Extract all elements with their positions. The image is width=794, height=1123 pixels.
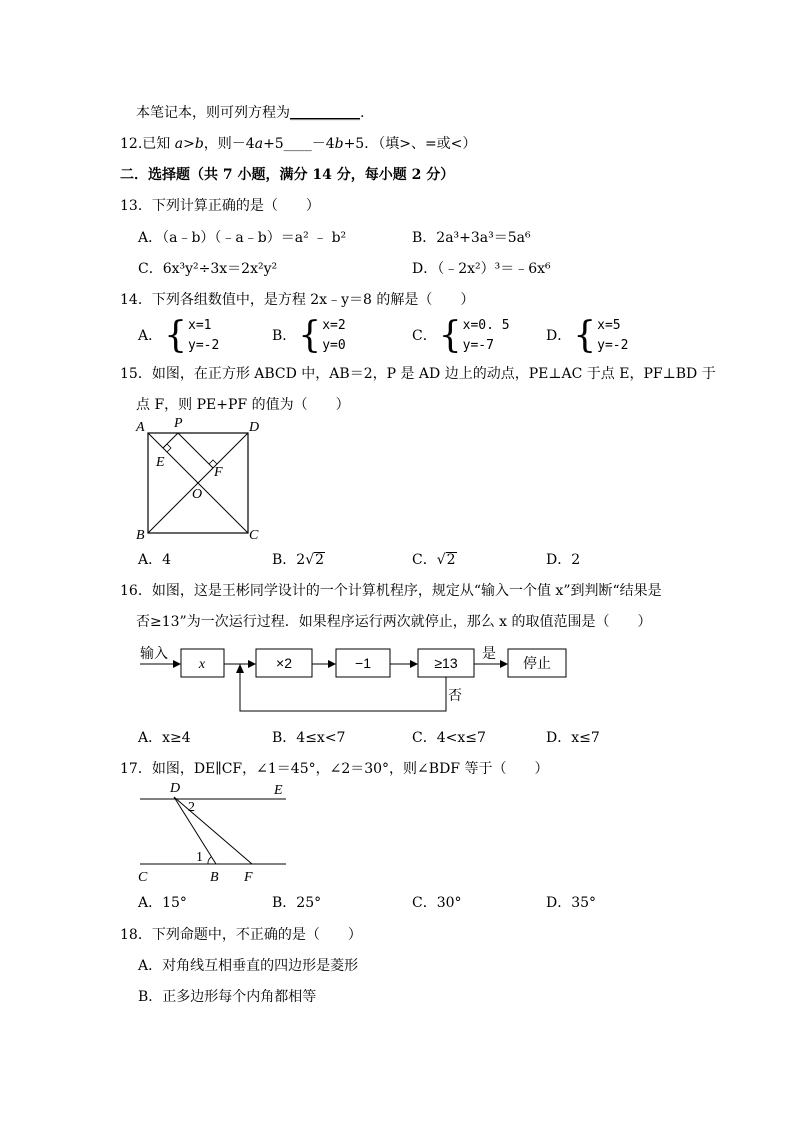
q14-c-eq1: x=0. 5 (462, 318, 510, 333)
q17-option-c: C．30° (412, 895, 462, 911)
q17-option-d: D．35° (546, 895, 597, 911)
flow-input-label: 输入 (140, 645, 168, 661)
q14-option-d (546, 316, 628, 356)
q14-a-label: A． (138, 328, 163, 344)
q14-d-eq1: x=5 (597, 318, 621, 333)
q14-option-b (272, 316, 346, 356)
q13-stem: 13．下列计算正确的是（ ） (120, 198, 320, 214)
label-d: D (170, 781, 181, 796)
label-f: F (214, 465, 223, 480)
segment-pf (178, 433, 213, 468)
segment-pe (163, 433, 178, 448)
q13-option-b: B．2a³+3a³＝5a⁶ (412, 230, 531, 246)
q11-end: . (360, 105, 365, 121)
q16-flowchart (136, 640, 576, 716)
q12-part1: +5____－4 (263, 136, 335, 152)
q15-stem-line1: 15．如图，在正方形 ABCD 中，AB＝2，P 是 AD 边上的动点，PE⊥AC 于点 E，PF⊥BD 于 (120, 366, 716, 382)
flow-no-label: 否 (448, 687, 462, 703)
q14-c-eq2: y=-7 (462, 338, 494, 353)
label-f: F (244, 870, 253, 885)
q12-mid: ，则－4 (203, 136, 255, 152)
brace-icon: { (164, 315, 188, 356)
flow-ge13-label: ≥13 (434, 655, 458, 671)
q14-d-eq2: y=-2 (597, 338, 629, 353)
q14-d-label: D． (546, 328, 572, 344)
q14-b-eq1: x=2 (322, 318, 346, 333)
q14-a-eq1: x=1 (188, 318, 212, 333)
q11-blank: __________ (290, 105, 360, 121)
label-angle-2: 2 (188, 800, 195, 815)
q12-var-b: b (194, 136, 204, 152)
q14-b-eq2: y=0 (322, 338, 346, 353)
q12-gt: > (183, 136, 195, 152)
label-e: E (156, 455, 165, 470)
label-p: P (174, 416, 183, 431)
label-e: E (274, 783, 283, 798)
brace-icon: { (298, 315, 322, 356)
segment-df (174, 797, 252, 864)
section-title: 二．选择题（共 7 小题，满分 14 分，每小题 2 分） (120, 167, 455, 183)
q12-var-b2: b (334, 136, 344, 152)
loop-line (240, 664, 446, 711)
flow-yes-label: 是 (482, 645, 496, 661)
q17-stem: 17．如图，DE∥CF，∠1＝45°，∠2＝30°，则∠BDF 等于（ ） (120, 761, 549, 777)
loop-arrow-icon (236, 664, 244, 673)
label-angle-1: 1 (196, 850, 203, 865)
right-angle-f (209, 460, 217, 464)
q14-a-eq2: y=-2 (188, 338, 220, 353)
label-c: C (138, 870, 148, 885)
q16-option-a: A．x≥4 (138, 730, 191, 746)
label-c: C (249, 528, 259, 543)
q17-option-a: A．15° (138, 895, 187, 911)
brace-icon: { (573, 315, 597, 356)
q12-var-a2: a (254, 136, 264, 152)
q16-option-b: B．4≤x<7 (272, 730, 346, 746)
q15-stem-line2: 点 F，则 PE+PF 的值为（ ） (136, 397, 350, 413)
q11-text: 本笔记本，则可列方程为 (136, 105, 290, 121)
label-b: B (136, 528, 145, 543)
q15-option-d: D．2 (546, 552, 581, 568)
flow-stop-label: 停止 (523, 655, 551, 671)
q15-square-figure (130, 412, 270, 544)
q15-option-a: A．4 (138, 552, 172, 568)
q12-pre: 已知 (142, 136, 175, 152)
q14-option-c (412, 316, 510, 356)
q15-option-b (272, 551, 325, 569)
q16-stem-line1: 16．如图，这是王彬同学设计的一个计算机程序，规定从“输入一个值 x”到判断“结果是 (120, 583, 662, 599)
flow-x-label: x (198, 657, 206, 672)
q18-option-a: A．对角线互相垂直的四边形是菱形 (138, 958, 359, 974)
angle-1-arc (208, 857, 211, 864)
q12-var-a: a (174, 136, 184, 152)
q14-option-a (138, 316, 219, 356)
label-b: B (210, 870, 219, 885)
right-angle-e (167, 444, 171, 452)
q15-b-radicand: 2 (315, 552, 325, 568)
q16-option-d: D．x≤7 (546, 730, 600, 746)
q15-b-pre: B．2 (272, 552, 306, 568)
q18-option-b: B．正多边形每个内角都相等 (138, 989, 317, 1005)
q17-parallel-lines-figure (130, 780, 296, 886)
q16-stem-line2: 否≥13”为一次运行过程．如果程序运行两次就停止，那么 x 的取值范围是（ ） (136, 614, 652, 630)
label-a: A (136, 420, 145, 435)
q14-b-label: B． (272, 328, 297, 344)
sqrt-icon: √ (436, 552, 446, 568)
flow-minus1-label: −1 (355, 655, 371, 671)
brace-icon: { (438, 315, 462, 356)
sqrt-icon: √ (305, 552, 315, 568)
q14-c-label: C． (412, 328, 437, 344)
label-o: O (192, 487, 203, 502)
q17-option-b: B．25° (272, 895, 322, 911)
q15-c-pre: C． (412, 552, 437, 568)
flow-times2-label: ×2 (276, 655, 292, 671)
q14-stem: 14．下列各组数值中，是方程 2x﹣y＝8 的解是（ ） (120, 292, 475, 308)
q15-option-c (412, 551, 457, 569)
q13-option-c: C．6x³y²÷3x＝2x²y² (138, 261, 278, 277)
q11-continuation (136, 104, 364, 122)
q18-stem: 18．下列命题中，不正确的是（ ） (120, 927, 362, 943)
q16-option-c: C．4<x≤7 (412, 730, 486, 746)
q15-c-radicand: 2 (446, 552, 456, 568)
q13-option-d: D．（﹣2x²）³＝﹣6x⁶ (412, 261, 551, 277)
q12-num: 12. (120, 136, 143, 152)
q12-part2: +5．（填>、=或<） (343, 136, 477, 152)
label-d: D (249, 420, 260, 435)
q12-stem (120, 135, 476, 153)
q13-option-a: A．（a﹣b）（﹣a﹣b）＝a² ﹣ b² (138, 230, 347, 246)
segment-db (174, 797, 216, 864)
